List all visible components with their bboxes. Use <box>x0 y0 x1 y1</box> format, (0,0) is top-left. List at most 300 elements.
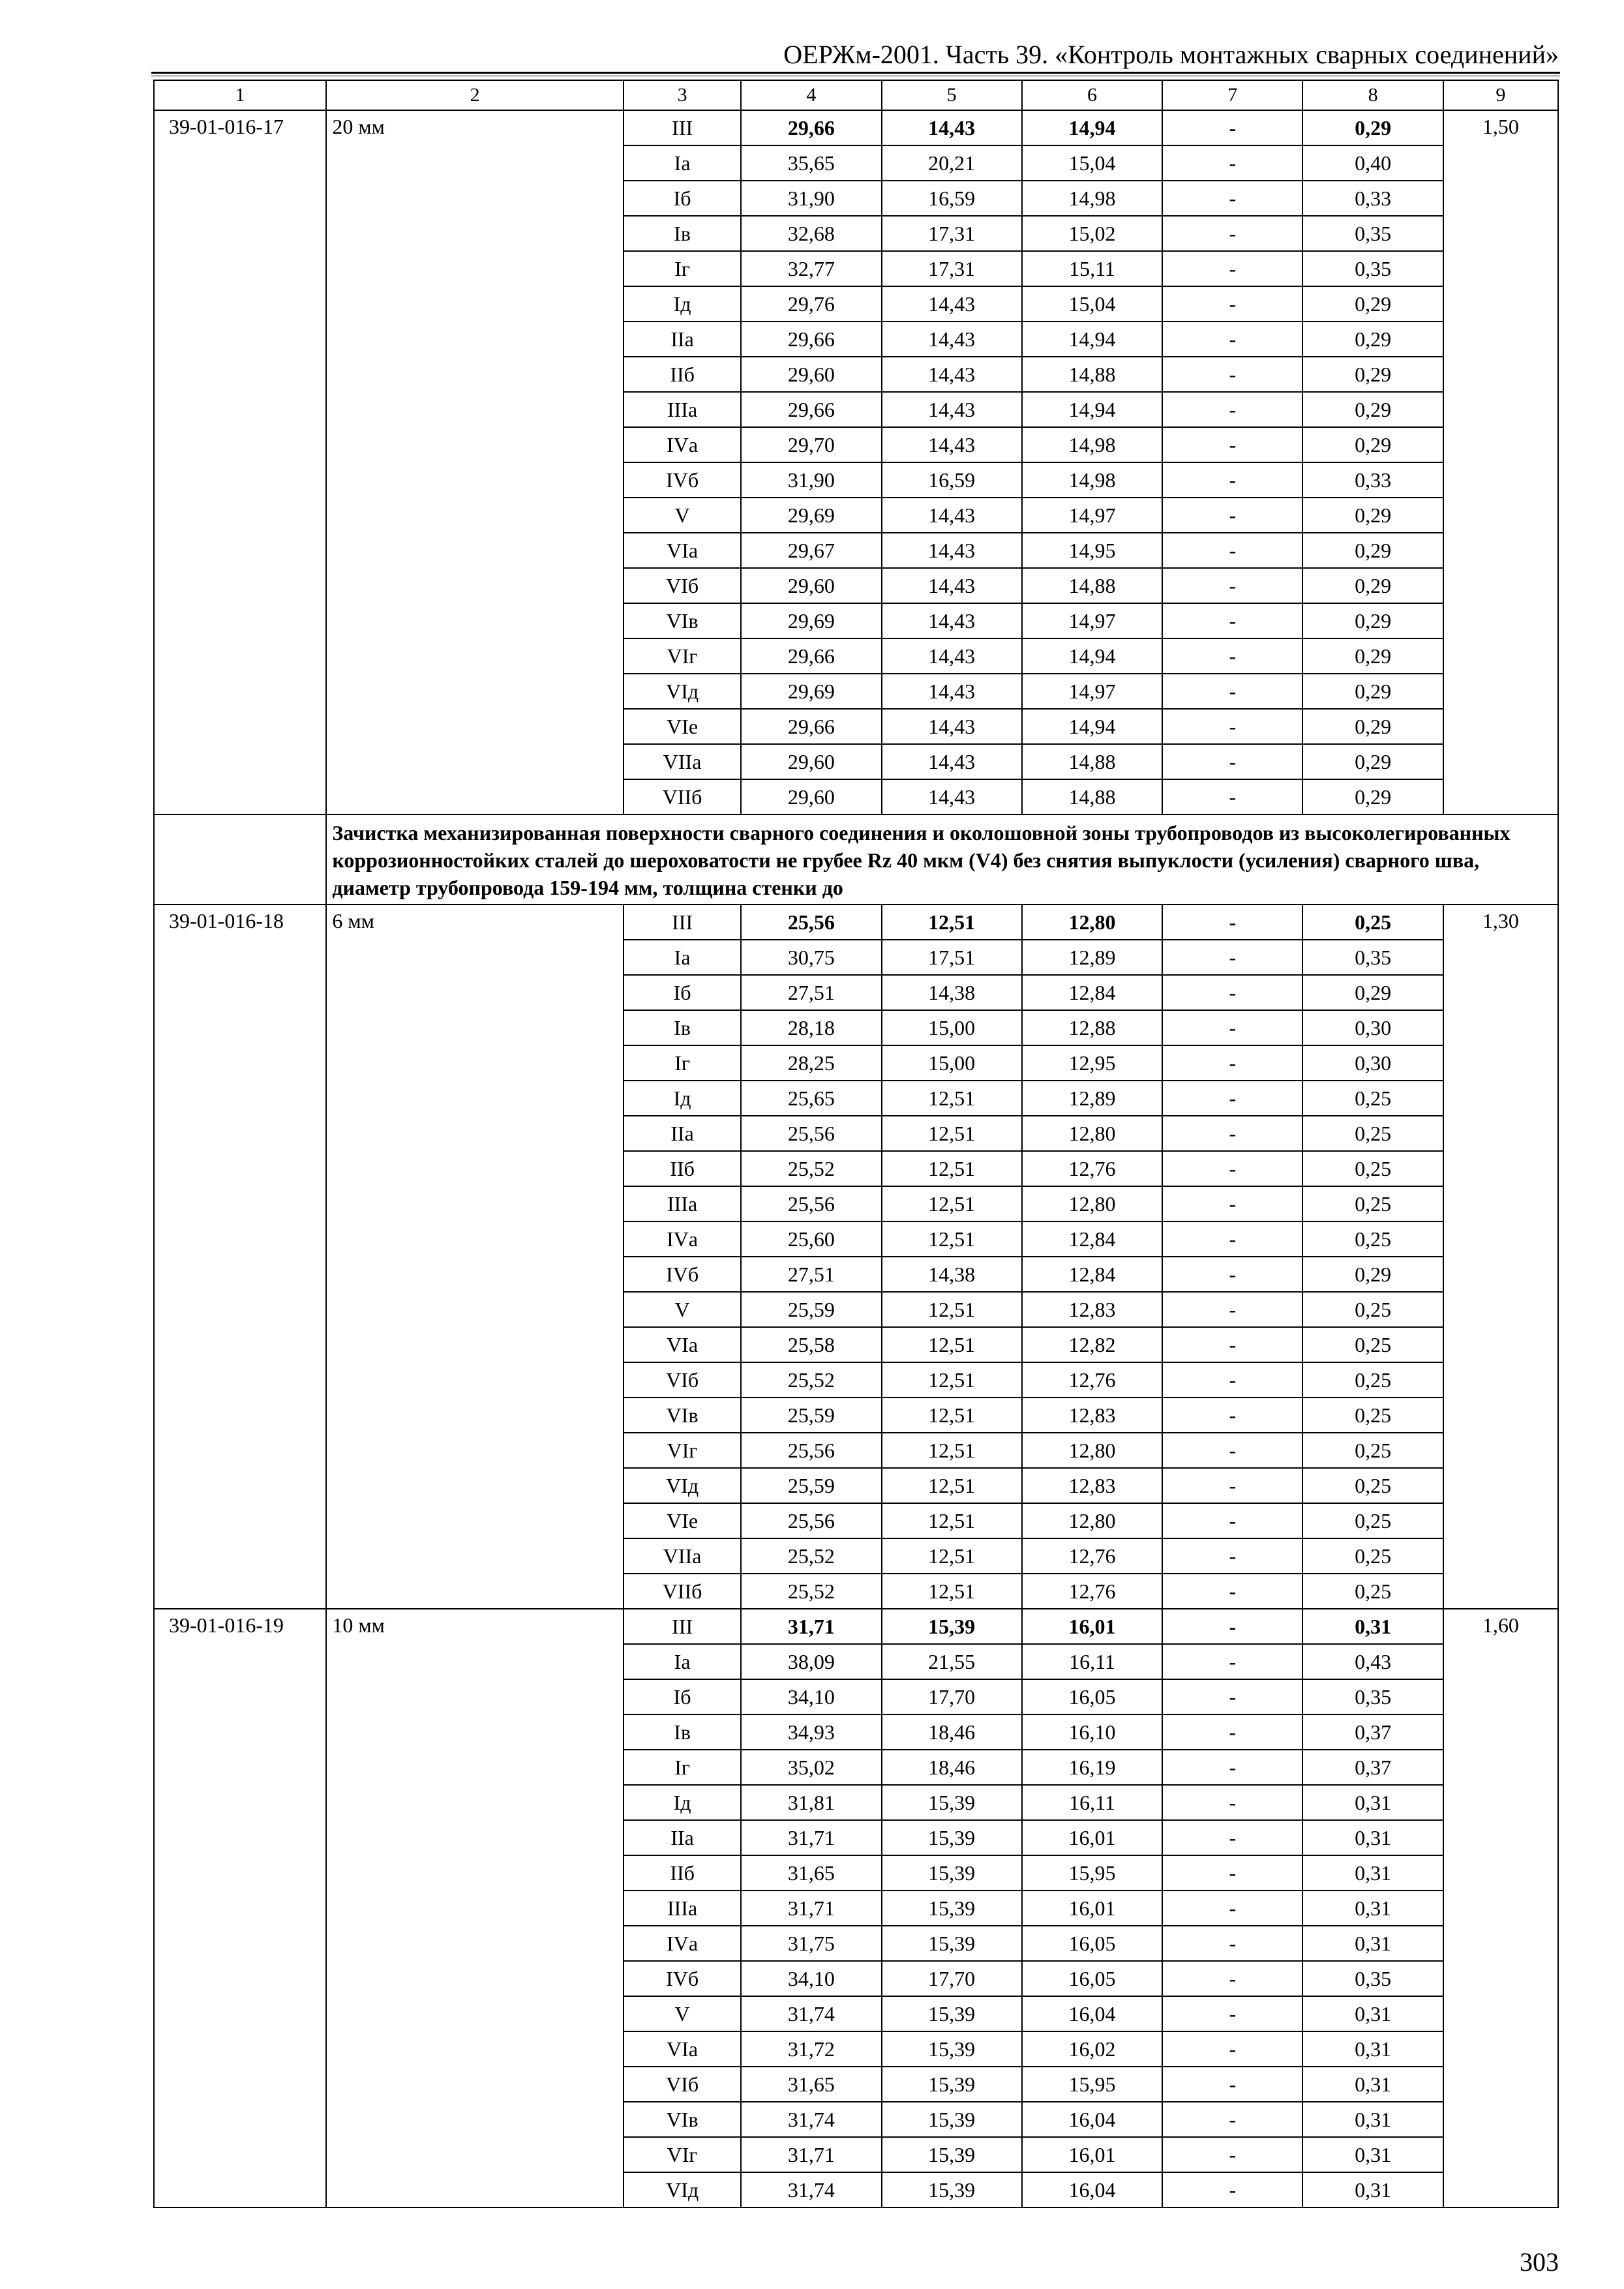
labor-hours: 0,25 <box>1302 1116 1443 1151</box>
labor-hours: 0,25 <box>1302 1362 1443 1398</box>
total-cost: 31,72 <box>741 2031 881 2067</box>
materials-cost: - <box>1162 1785 1302 1820</box>
labor-cost: 12,51 <box>882 1081 1022 1116</box>
region-zone: VIг <box>624 1433 741 1468</box>
column-number: 2 <box>326 80 624 110</box>
labor-hours: 0,33 <box>1302 462 1443 498</box>
machine-cost: 12,80 <box>1022 1433 1162 1468</box>
total-cost: 28,18 <box>741 1010 881 1045</box>
materials-cost: - <box>1162 145 1302 181</box>
materials-cost: - <box>1162 674 1302 709</box>
materials-cost: - <box>1162 1433 1302 1468</box>
materials-cost: - <box>1162 216 1302 251</box>
labor-cost: 17,70 <box>882 1679 1022 1714</box>
materials-cost: - <box>1162 1538 1302 1574</box>
labor-cost: 14,43 <box>882 568 1022 603</box>
region-zone: IVб <box>624 462 741 498</box>
labor-hours: 0,29 <box>1302 533 1443 568</box>
total-cost: 25,52 <box>741 1362 881 1398</box>
materials-cost: - <box>1162 1468 1302 1503</box>
labor-cost: 12,51 <box>882 1221 1022 1257</box>
machine-cost: 16,05 <box>1022 1679 1162 1714</box>
machine-cost: 14,94 <box>1022 392 1162 427</box>
labor-cost: 15,39 <box>882 1785 1022 1820</box>
machine-cost: 12,84 <box>1022 1257 1162 1292</box>
machine-cost: 16,10 <box>1022 1714 1162 1750</box>
labor-cost: 15,39 <box>882 1926 1022 1961</box>
total-cost: 31,65 <box>741 2067 881 2102</box>
labor-hours: 0,37 <box>1302 1714 1443 1750</box>
region-zone: Iг <box>624 251 741 286</box>
materials-cost: - <box>1162 1996 1302 2031</box>
total-cost: 25,52 <box>741 1538 881 1574</box>
machine-cost: 12,88 <box>1022 1010 1162 1045</box>
labor-hours: 0,25 <box>1302 1186 1443 1221</box>
labor-cost: 14,43 <box>882 744 1022 779</box>
column-number-row <box>154 80 1558 110</box>
total-cost: 25,56 <box>741 905 881 940</box>
total-cost: 28,25 <box>741 1045 881 1081</box>
machine-cost: 16,11 <box>1022 1644 1162 1679</box>
column-number: 5 <box>882 80 1022 110</box>
labor-hours: 0,29 <box>1302 709 1443 744</box>
labor-cost: 14,43 <box>882 674 1022 709</box>
rate-code: 39-01-016-17 <box>154 110 326 815</box>
machine-cost: 16,11 <box>1022 1785 1162 1820</box>
rate-code: 39-01-016-18 <box>154 905 326 1609</box>
labor-cost: 15,39 <box>882 2031 1022 2067</box>
labor-cost: 17,31 <box>882 251 1022 286</box>
materials-cost: - <box>1162 357 1302 392</box>
labor-cost: 18,46 <box>882 1750 1022 1785</box>
region-zone: VIв <box>624 2102 741 2137</box>
materials-cost: - <box>1162 533 1302 568</box>
materials-cost: - <box>1162 462 1302 498</box>
machine-cost: 12,80 <box>1022 1503 1162 1538</box>
region-zone: IIа <box>624 322 741 357</box>
region-zone: IVа <box>624 1926 741 1961</box>
wall-thickness: 6 мм <box>326 905 624 1609</box>
region-zone: VIг <box>624 2137 741 2172</box>
total-cost: 34,10 <box>741 1679 881 1714</box>
labor-hours: 0,25 <box>1302 1538 1443 1574</box>
total-cost: 31,74 <box>741 1996 881 2031</box>
region-zone: V <box>624 1996 741 2031</box>
machine-cost: 12,80 <box>1022 905 1162 940</box>
materials-cost: - <box>1162 1891 1302 1926</box>
region-zone: Iа <box>624 1644 741 1679</box>
labor-hours: 0,29 <box>1302 568 1443 603</box>
work-description: Зачистка механизированная поверхности сварного соединения и околошовной зоны трубопроводов из высоколегированных коррозионностойких сталей до шероховатости не грубее Rz 40 мкм (V4) без снятия выпуклости (усиления) сварного шва, диаметр трубопровода 159-194 мм, толщина стенки до <box>326 815 1558 905</box>
region-zone: V <box>624 1292 741 1327</box>
labor-cost: 15,39 <box>882 2172 1022 2207</box>
materials-cost: - <box>1162 1961 1302 1996</box>
machine-cost: 12,80 <box>1022 1186 1162 1221</box>
coefficient: 1,30 <box>1443 905 1558 1609</box>
labor-hours: 0,29 <box>1302 975 1443 1010</box>
machine-cost: 12,76 <box>1022 1362 1162 1398</box>
total-cost: 30,75 <box>741 940 881 975</box>
region-zone: Iд <box>624 1081 741 1116</box>
labor-hours: 0,31 <box>1302 1820 1443 1855</box>
total-cost: 38,09 <box>741 1644 881 1679</box>
labor-hours: 0,31 <box>1302 1785 1443 1820</box>
labor-hours: 0,29 <box>1302 779 1443 815</box>
total-cost: 35,65 <box>741 145 881 181</box>
description-empty-cell <box>154 815 326 905</box>
labor-hours: 0,29 <box>1302 744 1443 779</box>
materials-cost: - <box>1162 251 1302 286</box>
total-cost: 25,59 <box>741 1398 881 1433</box>
region-zone: Iб <box>624 181 741 216</box>
total-cost: 31,75 <box>741 1926 881 1961</box>
labor-cost: 14,43 <box>882 427 1022 462</box>
region-zone: Iа <box>624 145 741 181</box>
labor-cost: 12,51 <box>882 1292 1022 1327</box>
materials-cost: - <box>1162 322 1302 357</box>
total-cost: 25,59 <box>741 1468 881 1503</box>
labor-cost: 14,43 <box>882 110 1022 145</box>
materials-cost: - <box>1162 1574 1302 1609</box>
materials-cost: - <box>1162 2172 1302 2207</box>
labor-hours: 0,31 <box>1302 1855 1443 1891</box>
labor-cost: 12,51 <box>882 1362 1022 1398</box>
total-cost: 25,56 <box>741 1433 881 1468</box>
total-cost: 25,52 <box>741 1151 881 1186</box>
region-zone: VIд <box>624 674 741 709</box>
materials-cost: - <box>1162 1714 1302 1750</box>
table-row <box>154 905 1558 940</box>
table-body <box>154 80 1558 2207</box>
labor-cost: 12,51 <box>882 1186 1022 1221</box>
materials-cost: - <box>1162 181 1302 216</box>
total-cost: 27,51 <box>741 975 881 1010</box>
materials-cost: - <box>1162 1292 1302 1327</box>
labor-hours: 0,31 <box>1302 2067 1443 2102</box>
labor-cost: 12,51 <box>882 1398 1022 1433</box>
labor-hours: 0,37 <box>1302 1750 1443 1785</box>
materials-cost: - <box>1162 498 1302 533</box>
region-zone: VIд <box>624 1468 741 1503</box>
labor-cost: 14,43 <box>882 357 1022 392</box>
region-zone: VIIб <box>624 779 741 815</box>
total-cost: 25,56 <box>741 1186 881 1221</box>
region-zone: VIв <box>624 1398 741 1433</box>
materials-cost: - <box>1162 779 1302 815</box>
materials-cost: - <box>1162 286 1302 322</box>
labor-cost: 12,51 <box>882 1574 1022 1609</box>
region-zone: VIб <box>624 1362 741 1398</box>
total-cost: 32,77 <box>741 251 881 286</box>
materials-cost: - <box>1162 1820 1302 1855</box>
labor-hours: 0,35 <box>1302 1679 1443 1714</box>
labor-hours: 0,25 <box>1302 1398 1443 1433</box>
total-cost: 25,58 <box>741 1327 881 1362</box>
labor-cost: 15,39 <box>882 1891 1022 1926</box>
total-cost: 31,81 <box>741 1785 881 1820</box>
region-zone: VIе <box>624 1503 741 1538</box>
materials-cost: - <box>1162 638 1302 674</box>
region-zone: IIб <box>624 1855 741 1891</box>
column-number: 6 <box>1022 80 1162 110</box>
total-cost: 31,71 <box>741 1891 881 1926</box>
materials-cost: - <box>1162 1010 1302 1045</box>
total-cost: 31,71 <box>741 1820 881 1855</box>
materials-cost: - <box>1162 1221 1302 1257</box>
machine-cost: 12,83 <box>1022 1468 1162 1503</box>
machine-cost: 14,97 <box>1022 498 1162 533</box>
labor-cost: 15,00 <box>882 1010 1022 1045</box>
total-cost: 31,71 <box>741 1609 881 1644</box>
machine-cost: 14,88 <box>1022 779 1162 815</box>
column-number: 8 <box>1302 80 1443 110</box>
materials-cost: - <box>1162 744 1302 779</box>
region-zone: IIIа <box>624 1891 741 1926</box>
total-cost: 29,60 <box>741 779 881 815</box>
region-zone: Iв <box>624 1010 741 1045</box>
materials-cost: - <box>1162 1679 1302 1714</box>
column-number: 9 <box>1443 80 1558 110</box>
labor-cost: 12,51 <box>882 1468 1022 1503</box>
region-zone: VIа <box>624 2031 741 2067</box>
labor-hours: 0,29 <box>1302 110 1443 145</box>
labor-cost: 15,00 <box>882 1045 1022 1081</box>
machine-cost: 16,01 <box>1022 2137 1162 2172</box>
labor-cost: 17,51 <box>882 940 1022 975</box>
total-cost: 29,76 <box>741 286 881 322</box>
machine-cost: 14,95 <box>1022 533 1162 568</box>
total-cost: 25,52 <box>741 1574 881 1609</box>
region-zone: VIб <box>624 2067 741 2102</box>
materials-cost: - <box>1162 110 1302 145</box>
labor-hours: 0,31 <box>1302 2137 1443 2172</box>
region-zone: III <box>624 905 741 940</box>
machine-cost: 15,04 <box>1022 286 1162 322</box>
labor-hours: 0,29 <box>1302 1257 1443 1292</box>
labor-cost: 17,70 <box>882 1961 1022 1996</box>
total-cost: 29,66 <box>741 110 881 145</box>
machine-cost: 12,89 <box>1022 1081 1162 1116</box>
machine-cost: 15,95 <box>1022 1855 1162 1891</box>
rate-code: 39-01-016-19 <box>154 1609 326 2207</box>
labor-hours: 0,25 <box>1302 1503 1443 1538</box>
materials-cost: - <box>1162 1926 1302 1961</box>
machine-cost: 16,01 <box>1022 1820 1162 1855</box>
coefficient: 1,50 <box>1443 110 1558 815</box>
region-zone: VIа <box>624 533 741 568</box>
labor-cost: 15,39 <box>882 2067 1022 2102</box>
region-zone: VIв <box>624 603 741 638</box>
labor-hours: 0,29 <box>1302 357 1443 392</box>
labor-hours: 0,35 <box>1302 216 1443 251</box>
machine-cost: 14,94 <box>1022 638 1162 674</box>
wall-thickness: 20 мм <box>326 110 624 815</box>
materials-cost: - <box>1162 709 1302 744</box>
region-zone: IIа <box>624 1116 741 1151</box>
total-cost: 29,60 <box>741 744 881 779</box>
labor-cost: 16,59 <box>882 462 1022 498</box>
labor-hours: 0,25 <box>1302 1574 1443 1609</box>
materials-cost: - <box>1162 1503 1302 1538</box>
labor-hours: 0,25 <box>1302 1292 1443 1327</box>
machine-cost: 15,02 <box>1022 216 1162 251</box>
machine-cost: 12,80 <box>1022 1116 1162 1151</box>
labor-hours: 0,25 <box>1302 1327 1443 1362</box>
labor-hours: 0,29 <box>1302 638 1443 674</box>
region-zone: Iб <box>624 975 741 1010</box>
region-zone: IVа <box>624 1221 741 1257</box>
region-zone: IIа <box>624 1820 741 1855</box>
rates-table <box>153 80 1559 2208</box>
total-cost: 29,69 <box>741 603 881 638</box>
total-cost: 29,66 <box>741 709 881 744</box>
region-zone: Iд <box>624 286 741 322</box>
materials-cost: - <box>1162 1327 1302 1362</box>
total-cost: 31,74 <box>741 2102 881 2137</box>
machine-cost: 12,95 <box>1022 1045 1162 1081</box>
region-zone: VIIа <box>624 744 741 779</box>
labor-cost: 16,59 <box>882 181 1022 216</box>
total-cost: 25,56 <box>741 1503 881 1538</box>
labor-hours: 0,31 <box>1302 1996 1443 2031</box>
region-zone: VIб <box>624 568 741 603</box>
region-zone: IIIа <box>624 1186 741 1221</box>
labor-cost: 12,51 <box>882 1151 1022 1186</box>
labor-hours: 0,30 <box>1302 1045 1443 1081</box>
materials-cost: - <box>1162 1116 1302 1151</box>
labor-cost: 12,51 <box>882 1503 1022 1538</box>
labor-hours: 0,35 <box>1302 251 1443 286</box>
machine-cost: 14,88 <box>1022 744 1162 779</box>
total-cost: 34,10 <box>741 1961 881 1996</box>
labor-hours: 0,31 <box>1302 2172 1443 2207</box>
machine-cost: 16,04 <box>1022 2102 1162 2137</box>
region-zone: Iд <box>624 1785 741 1820</box>
labor-cost: 15,39 <box>882 2102 1022 2137</box>
materials-cost: - <box>1162 940 1302 975</box>
region-zone: IVб <box>624 1257 741 1292</box>
labor-hours: 0,31 <box>1302 2031 1443 2067</box>
machine-cost: 12,76 <box>1022 1151 1162 1186</box>
coefficient: 1,60 <box>1443 1609 1558 2207</box>
labor-hours: 0,29 <box>1302 674 1443 709</box>
total-cost: 27,51 <box>741 1257 881 1292</box>
labor-cost: 15,39 <box>882 1609 1022 1644</box>
materials-cost: - <box>1162 1644 1302 1679</box>
labor-hours: 0,31 <box>1302 1609 1443 1644</box>
total-cost: 29,69 <box>741 674 881 709</box>
region-zone: VIIа <box>624 1538 741 1574</box>
labor-hours: 0,25 <box>1302 1151 1443 1186</box>
page-number: 303 <box>1520 2247 1559 2277</box>
labor-hours: 0,29 <box>1302 392 1443 427</box>
region-zone: III <box>624 1609 741 1644</box>
total-cost: 25,60 <box>741 1221 881 1257</box>
machine-cost: 16,04 <box>1022 2172 1162 2207</box>
labor-hours: 0,35 <box>1302 1961 1443 1996</box>
materials-cost: - <box>1162 1398 1302 1433</box>
labor-hours: 0,31 <box>1302 1891 1443 1926</box>
total-cost: 25,59 <box>741 1292 881 1327</box>
materials-cost: - <box>1162 1257 1302 1292</box>
machine-cost: 12,83 <box>1022 1292 1162 1327</box>
region-zone: Iб <box>624 1679 741 1714</box>
machine-cost: 16,01 <box>1022 1891 1162 1926</box>
description-row <box>154 815 1558 905</box>
labor-hours: 0,43 <box>1302 1644 1443 1679</box>
machine-cost: 16,05 <box>1022 1961 1162 1996</box>
labor-cost: 20,21 <box>882 145 1022 181</box>
machine-cost: 12,89 <box>1022 940 1162 975</box>
machine-cost: 14,88 <box>1022 568 1162 603</box>
labor-hours: 0,25 <box>1302 1081 1443 1116</box>
materials-cost: - <box>1162 1151 1302 1186</box>
labor-hours: 0,25 <box>1302 1468 1443 1503</box>
labor-cost: 15,39 <box>882 1820 1022 1855</box>
labor-hours: 0,33 <box>1302 181 1443 216</box>
materials-cost: - <box>1162 975 1302 1010</box>
materials-cost: - <box>1162 2137 1302 2172</box>
column-number: 4 <box>741 80 881 110</box>
machine-cost: 12,84 <box>1022 975 1162 1010</box>
labor-cost: 14,43 <box>882 322 1022 357</box>
labor-hours: 0,29 <box>1302 498 1443 533</box>
labor-cost: 12,51 <box>882 1116 1022 1151</box>
materials-cost: - <box>1162 1045 1302 1081</box>
labor-cost: 15,39 <box>882 1855 1022 1891</box>
machine-cost: 12,76 <box>1022 1574 1162 1609</box>
region-zone: IVб <box>624 1961 741 1996</box>
region-zone: III <box>624 110 741 145</box>
total-cost: 29,70 <box>741 427 881 462</box>
labor-cost: 14,43 <box>882 533 1022 568</box>
total-cost: 29,69 <box>741 498 881 533</box>
total-cost: 31,90 <box>741 462 881 498</box>
labor-hours: 0,25 <box>1302 905 1443 940</box>
labor-cost: 12,51 <box>882 1433 1022 1468</box>
region-zone: Iг <box>624 1045 741 1081</box>
materials-cost: - <box>1162 1081 1302 1116</box>
materials-cost: - <box>1162 1855 1302 1891</box>
labor-hours: 0,31 <box>1302 1926 1443 1961</box>
region-zone: IVа <box>624 427 741 462</box>
machine-cost: 14,94 <box>1022 110 1162 145</box>
materials-cost: - <box>1162 1750 1302 1785</box>
machine-cost: 12,76 <box>1022 1538 1162 1574</box>
labor-hours: 0,29 <box>1302 322 1443 357</box>
wall-thickness: 10 мм <box>326 1609 624 2207</box>
total-cost: 35,02 <box>741 1750 881 1785</box>
labor-cost: 18,46 <box>882 1714 1022 1750</box>
region-zone: Iв <box>624 1714 741 1750</box>
table-row <box>154 110 1558 145</box>
total-cost: 31,74 <box>741 2172 881 2207</box>
materials-cost: - <box>1162 1362 1302 1398</box>
machine-cost: 14,94 <box>1022 709 1162 744</box>
total-cost: 34,93 <box>741 1714 881 1750</box>
labor-hours: 0,30 <box>1302 1010 1443 1045</box>
total-cost: 29,60 <box>741 357 881 392</box>
machine-cost: 16,05 <box>1022 1926 1162 1961</box>
labor-cost: 14,43 <box>882 709 1022 744</box>
labor-cost: 14,43 <box>882 638 1022 674</box>
machine-cost: 16,02 <box>1022 2031 1162 2067</box>
region-zone: V <box>624 498 741 533</box>
machine-cost: 14,94 <box>1022 322 1162 357</box>
labor-cost: 14,43 <box>882 603 1022 638</box>
region-zone: Iг <box>624 1750 741 1785</box>
materials-cost: - <box>1162 905 1302 940</box>
